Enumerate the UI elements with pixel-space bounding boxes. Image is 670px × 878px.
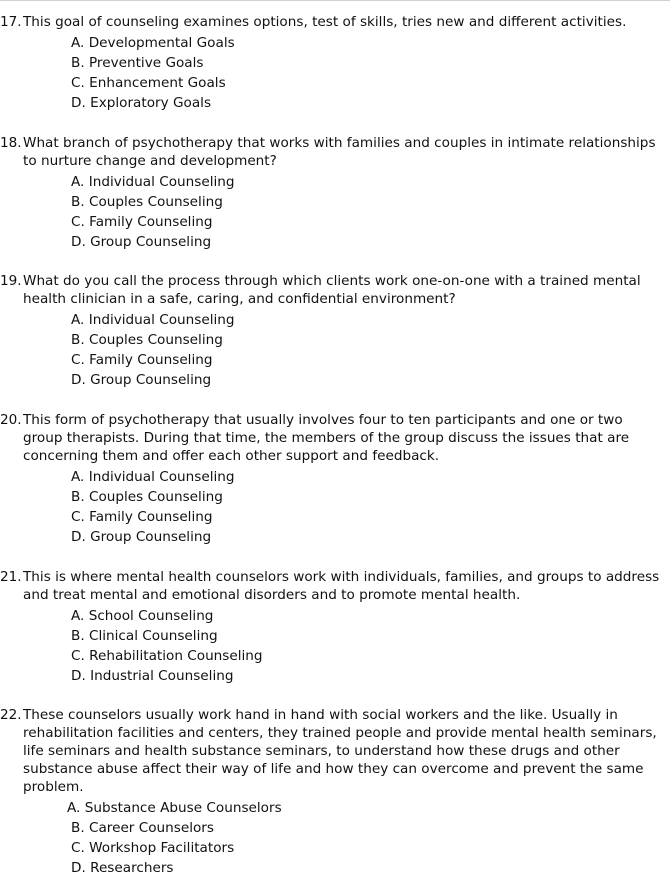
question-number: 17. <box>0 14 22 30</box>
question-number: 19. <box>0 273 22 289</box>
choice-a: A. Substance Abuse Counselors <box>67 800 282 816</box>
question-text: This goal of counseling examines options, test of skills, tries new and different activities. <box>23 14 627 30</box>
choice-list <box>0 33 660 113</box>
choice-c: C. Family Counseling <box>71 352 213 368</box>
choice-b: B. Preventive Goals <box>71 55 204 71</box>
choice-list <box>0 310 660 390</box>
choice-d: D. Researchers <box>71 860 174 876</box>
question-text: What branch of psychotherapy that works with families and couples in intimate relationships to nurture change and development? <box>23 135 656 169</box>
question-stem <box>0 134 660 170</box>
choice-d: D. Exploratory Goals <box>71 95 212 111</box>
choice-b: B. Clinical Counseling <box>71 628 218 644</box>
choice-b: B. Couples Counseling <box>71 489 223 505</box>
question-text: These counselors usually work hand in hand with social workers and the like. Usually in rehabilitation facilities and centers, they trained people and provide mental health seminars, life seminars and health substance seminars, to understand how these drugs and other substance abuse affect their way of life and how they can overcome and prevent the same problem. <box>23 707 657 795</box>
question-21 <box>0 568 660 686</box>
question-text: This form of psychotherapy that usually involves four to ten participants and one or two group therapists. During that time, the members of the group discuss the issues that are concerning them and offer each other support and feedback. <box>23 412 630 464</box>
question-17 <box>0 13 660 113</box>
choice-list <box>0 172 660 252</box>
choice-b: B. Couples Counseling <box>71 332 223 348</box>
question-number: 22. <box>0 707 22 723</box>
choice-c: C. Enhancement Goals <box>71 75 226 91</box>
choice-c: C. Rehabilitation Counseling <box>71 648 263 664</box>
choice-a: A. Individual Counseling <box>71 469 235 485</box>
question-stem <box>0 706 660 796</box>
question-stem <box>0 568 660 604</box>
question-number: 18. <box>0 135 22 151</box>
top-divider <box>0 0 670 1</box>
choice-d: D. Group Counseling <box>71 372 212 388</box>
choice-b: B. Career Counselors <box>71 820 214 836</box>
choice-a: A. Individual Counseling <box>71 312 235 328</box>
question-20 <box>0 411 660 547</box>
choice-b: B. Couples Counseling <box>71 194 223 210</box>
question-19 <box>0 272 660 390</box>
choice-c: C. Family Counseling <box>71 509 213 525</box>
question-number: 20. <box>0 412 22 428</box>
choice-a: A. Developmental Goals <box>71 35 235 51</box>
choice-d: D. Group Counseling <box>71 529 212 545</box>
question-22 <box>0 706 660 878</box>
choice-c: C. Workshop Facilitators <box>71 840 235 856</box>
choice-a: A. Individual Counseling <box>71 174 235 190</box>
question-text: This is where mental health counselors work with individuals, families, and groups to address and treat mental and emotional disorders and to promote mental health. <box>23 569 660 603</box>
question-stem <box>0 411 660 465</box>
choice-list <box>0 798 660 878</box>
question-number: 21. <box>0 569 22 585</box>
choice-list <box>0 606 660 686</box>
choice-a: A. School Counseling <box>71 608 214 624</box>
question-stem <box>0 272 660 308</box>
question-stem <box>0 13 660 31</box>
choice-list <box>0 467 660 547</box>
question-text: What do you call the process through which clients work one-on-one with a trained mental health clinician in a safe, caring, and confidential environment? <box>23 273 641 307</box>
question-18 <box>0 134 660 252</box>
choice-c: C. Family Counseling <box>71 214 213 230</box>
choice-d: D. Industrial Counseling <box>71 668 234 684</box>
choice-d: D. Group Counseling <box>71 234 212 250</box>
